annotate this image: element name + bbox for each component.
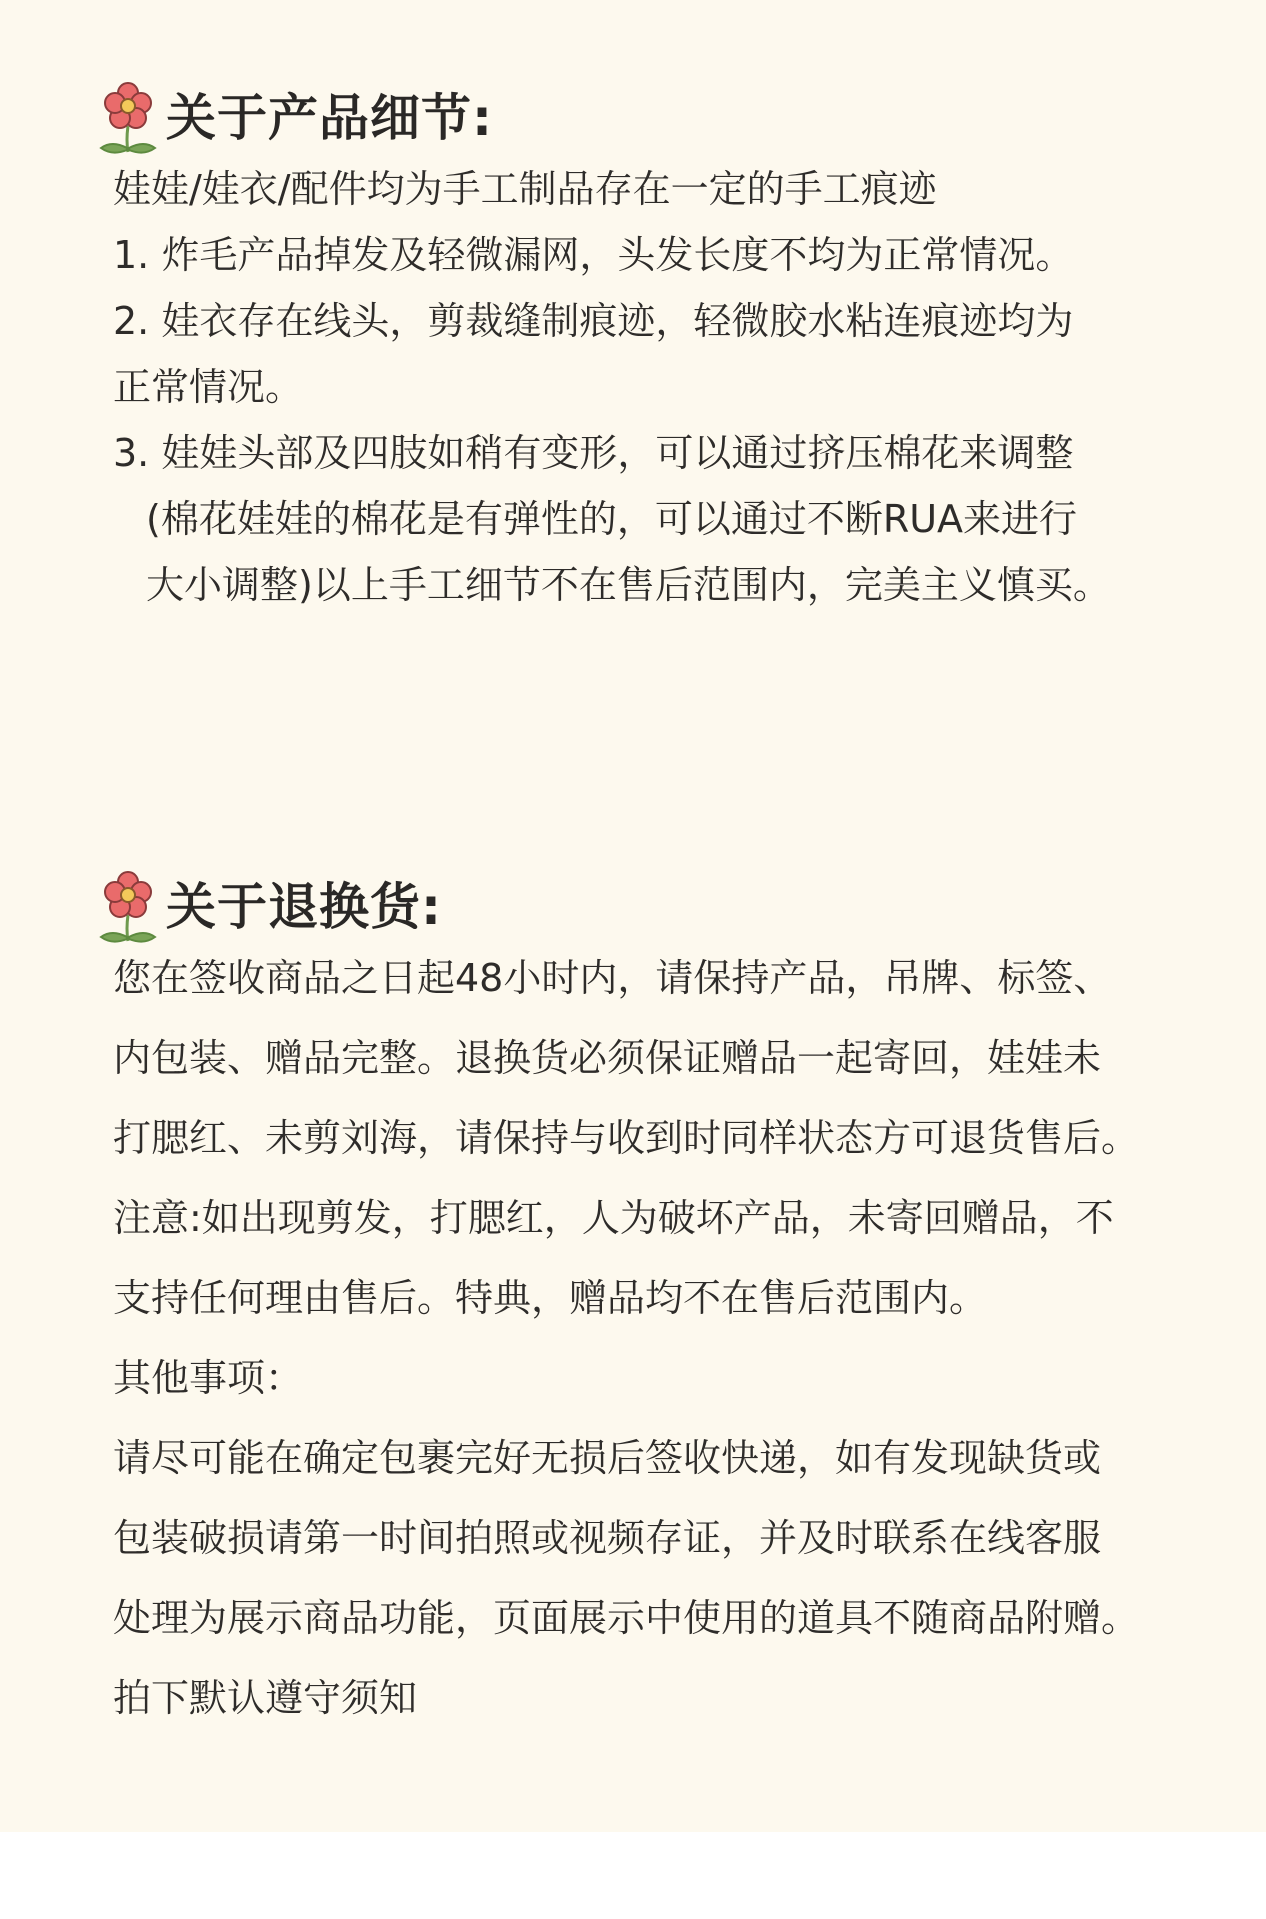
body-line: 注意:如出现剪发，打腮红，人为破坏产品，未寄回赠品，不: [113, 1196, 1114, 1240]
section-heading: [0, 78, 1266, 158]
body-line: 您在签收商品之日起48小时内，请保持产品，吊牌、标签、: [113, 956, 1112, 1000]
product-details-section: [0, 78, 1266, 607]
body-line: 1. 炸毛产品掉发及轻微漏网，头发长度不均为正常情况。: [113, 233, 1074, 277]
body-line: 3. 娃娃头部及四肢如稍有变形，可以通过挤压棉花来调整: [113, 431, 1074, 475]
body-line: 2. 娃衣存在线头，剪裁缝制痕迹，轻微胶水粘连痕迹均为: [113, 299, 1074, 343]
body-line: (棉花娃娃的棉花是有弹性的，可以通过不断RUA来进行: [146, 497, 1078, 541]
body-line: 拍下默认遵守须知: [113, 1676, 418, 1720]
body-line: 包装破损请第一时间拍照或视频存证，并及时联系在线客服: [113, 1516, 1102, 1560]
flower-icon: [98, 871, 158, 947]
body-line: 大小调整)以上手工细节不在售后范围内，完美主义慎买。: [146, 563, 1111, 607]
body-line: 请尽可能在确定包裹完好无损后签收快递，如有发现缺货或: [113, 1436, 1102, 1480]
body-line: 处理为展示商品功能，页面展示中使用的道具不随商品附赠。: [113, 1596, 1140, 1640]
flower-icon: [98, 82, 158, 158]
section-title: 关于产品细节:: [166, 89, 493, 147]
section-heading: [0, 867, 1266, 947]
body-line: 内包装、赠品完整。退换货必须保证赠品一起寄回，娃娃未: [113, 1036, 1102, 1080]
body-line: 打腮红、未剪刘海，请保持与收到时同样状态方可退货售后。: [113, 1116, 1140, 1160]
returns-section: [0, 867, 1266, 1720]
body-line: 支持任何理由售后。特典，赠品均不在售后范围内。: [113, 1276, 988, 1320]
section-title: 关于退换货:: [166, 878, 442, 936]
body-line: 正常情况。: [113, 365, 304, 409]
body-line: 娃娃/娃衣/配件均为手工制品存在一定的手工痕迹: [113, 167, 937, 211]
body-line: 其他事项：: [113, 1356, 304, 1400]
